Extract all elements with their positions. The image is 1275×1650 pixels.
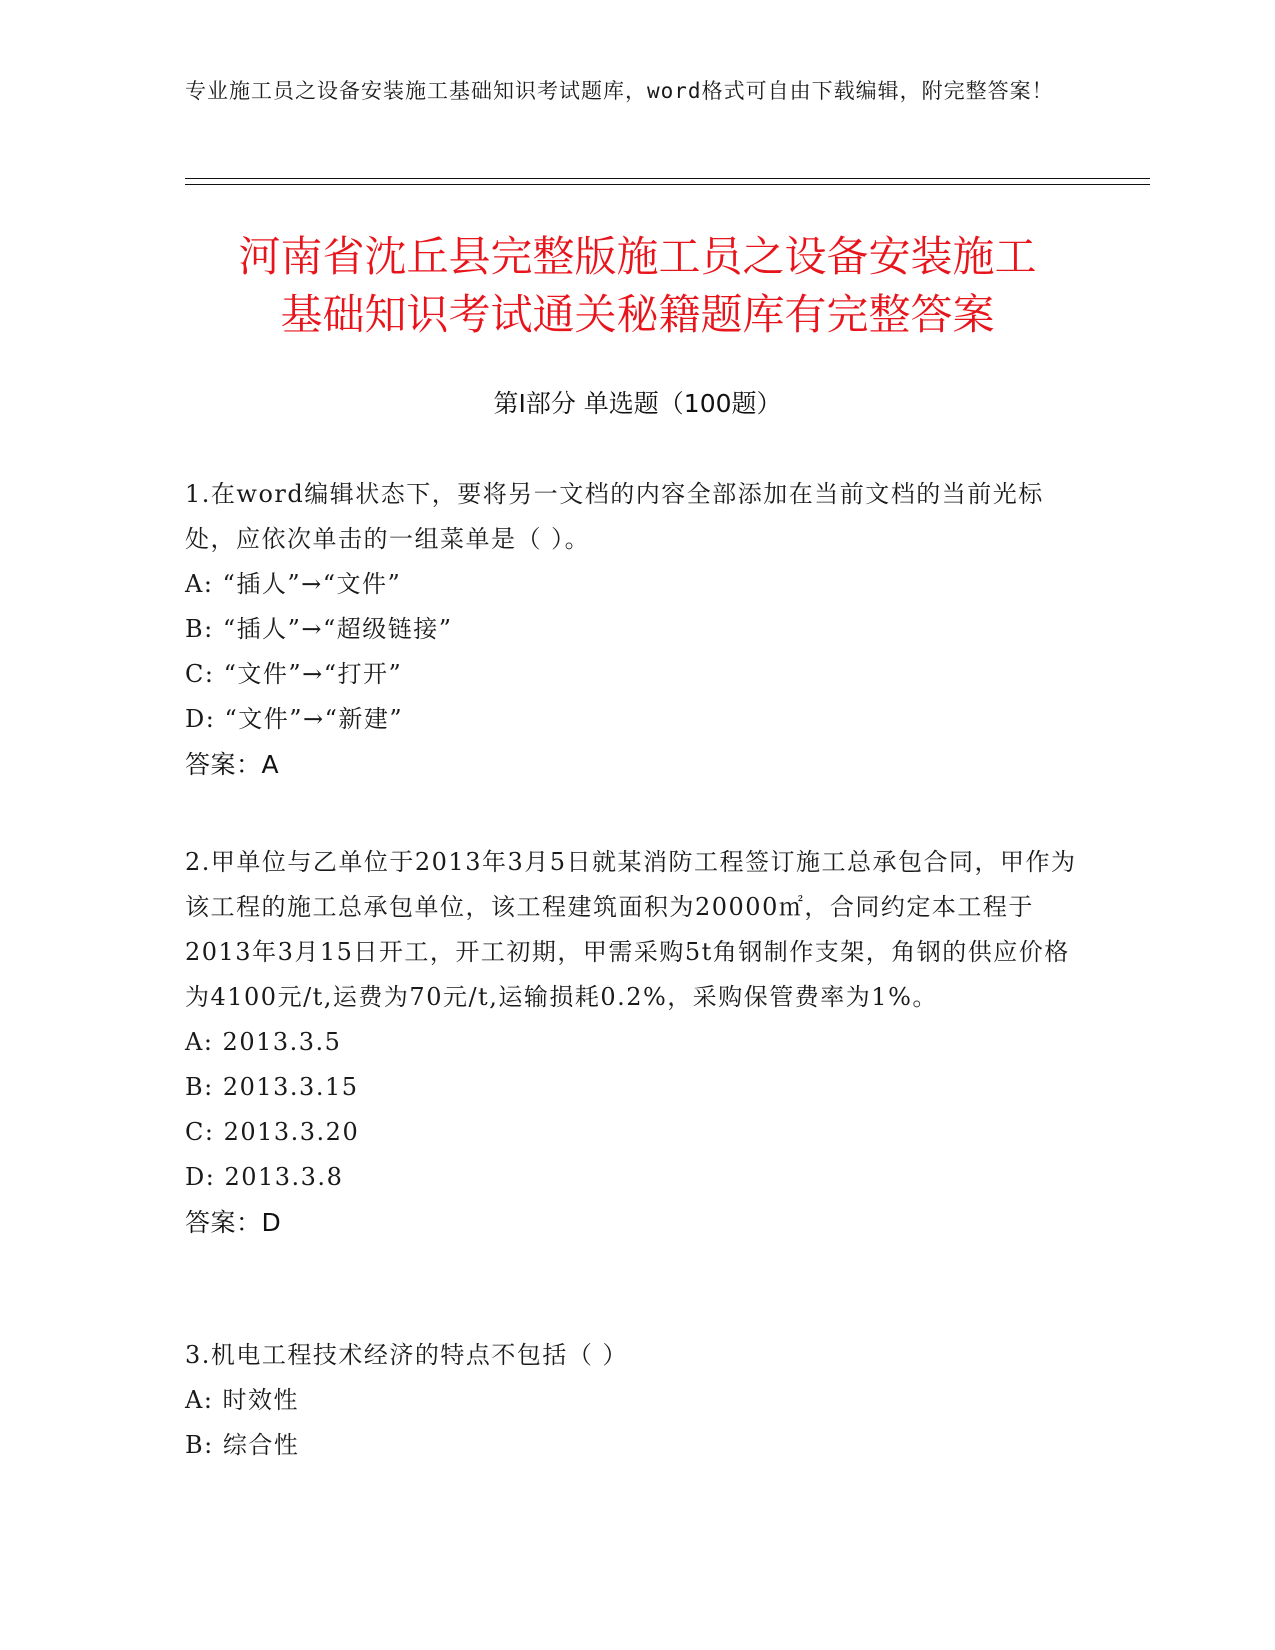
option-b: B: 综合性	[185, 1431, 300, 1459]
header-note: 专业施工员之设备安装施工基础知识考试题库，word格式可自由下载编辑，附完整答案！	[185, 79, 1054, 103]
option-d: D: “文件”→“新建”	[185, 705, 404, 733]
question-stem: 1.在word编辑状态下，要将另一文档的内容全部添加在当前文档的当前光标处，应依次单击的一组菜单是（ ）。	[185, 480, 1044, 553]
document-title-line: 河南省沈丘县完整版施工员之设备安装施工	[238, 232, 1037, 281]
header-rule-top	[185, 178, 1150, 179]
answer: 答案：A	[185, 750, 280, 779]
option-a: A: “插人”→“文件”	[185, 570, 402, 598]
section-heading: 第Ⅰ部分 单选题（100题）	[493, 389, 782, 418]
document-title	[150, 228, 1125, 344]
question-stem: 3.机电工程技术经济的特点不包括（ ）	[185, 1341, 629, 1369]
question-3	[185, 1333, 1085, 1468]
document-title-line: 基础知识考试通关秘籍题库有完整答案	[280, 290, 995, 339]
option-a: A: 时效性	[185, 1386, 300, 1414]
header-rule-bottom	[185, 184, 1150, 185]
option-a: A: 2013.3.5	[185, 1028, 342, 1056]
option-d: D: 2013.3.8	[185, 1163, 344, 1191]
question-stem: 2.甲单位与乙单位于2013年3月5日就某消防工程签订施工总承包合同，甲作为该工程的施工总承包单位，该工程建筑面积为20000㎡，合同约定本工程于2013年3月15日开工，开工初期，甲需采购5t角钢制作支架，角钢的供应价格为4100元/t,运费为70元/t,运输损耗0.2%，采购保管费率为1%。	[185, 848, 1077, 1011]
answer: 答案：D	[185, 1208, 282, 1237]
question-2	[185, 840, 1085, 1245]
option-c: C: “文件”→“打开”	[185, 660, 403, 688]
option-b: B: 2013.3.15	[185, 1073, 359, 1101]
question-1	[185, 472, 1085, 787]
option-b: B: “插人”→“超级链接”	[185, 615, 453, 643]
option-c: C: 2013.3.20	[185, 1118, 360, 1146]
